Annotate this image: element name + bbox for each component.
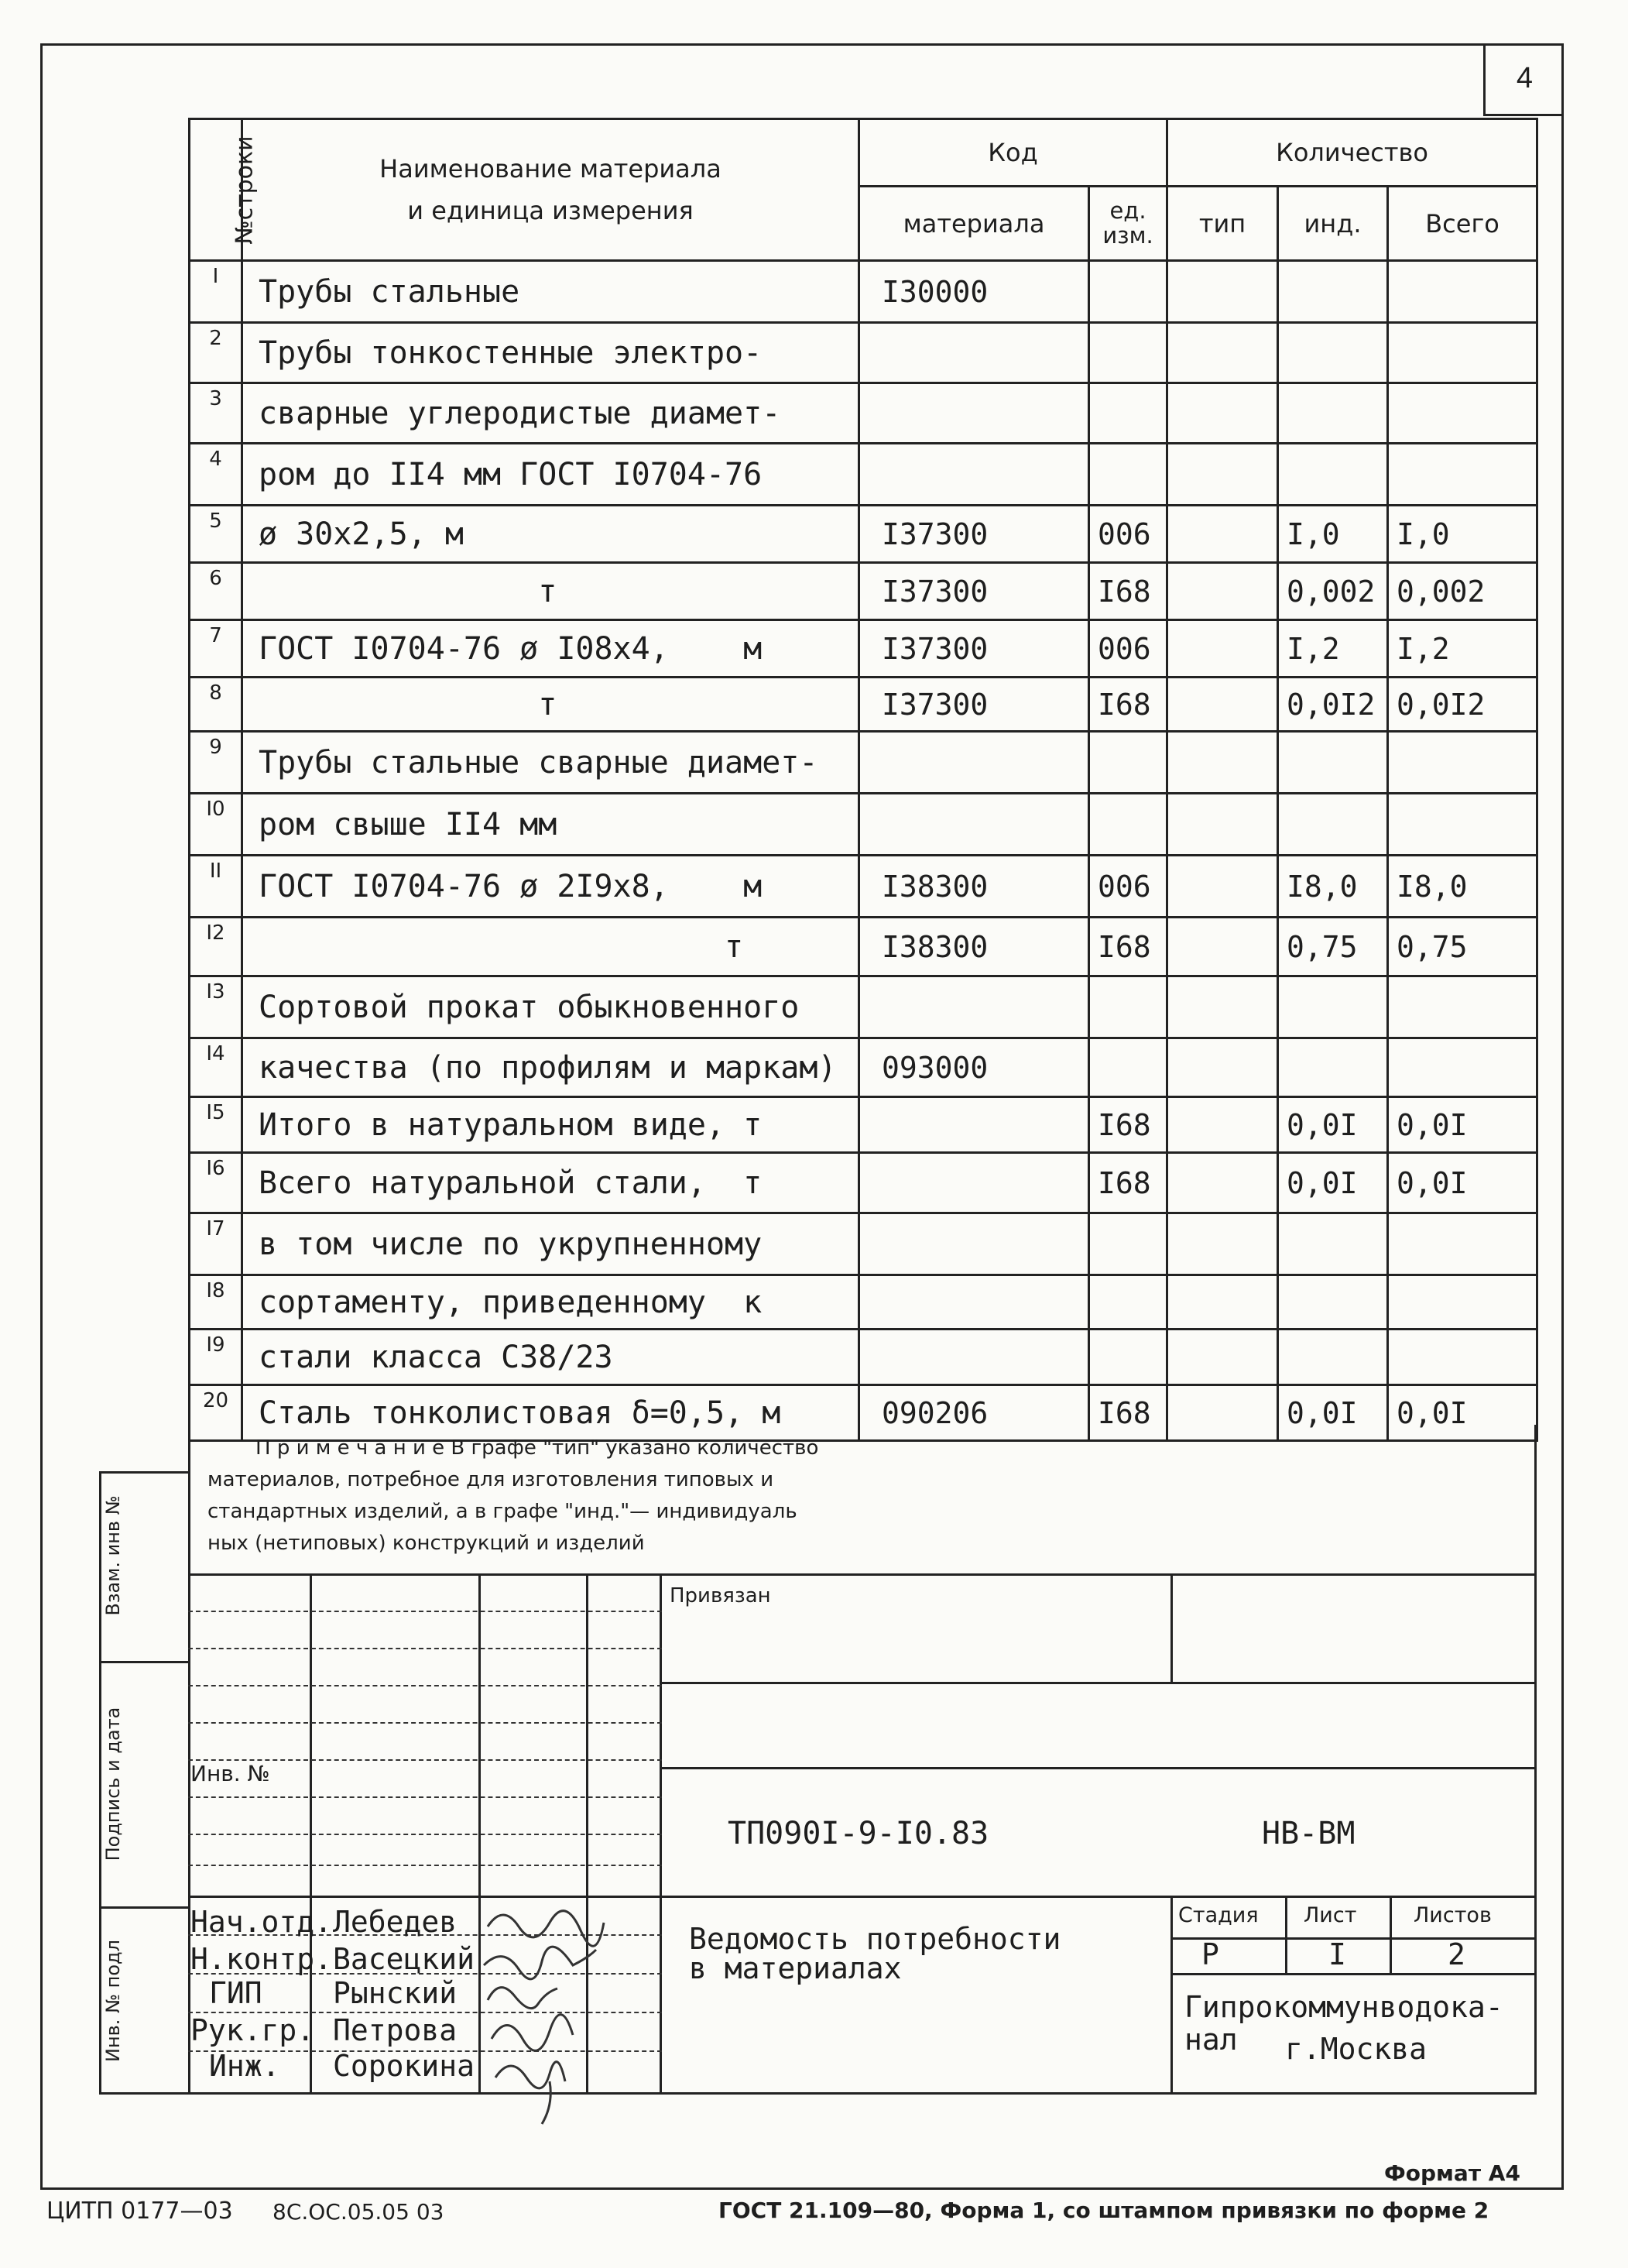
qty-type <box>1167 261 1278 323</box>
header-row-number: №строки <box>190 119 242 261</box>
row-number: 4 <box>190 444 242 506</box>
table-row <box>190 444 1537 506</box>
material-code <box>859 1097 1089 1153</box>
material-name: Сортовой прокат обыкновенного <box>242 976 859 1038</box>
material-name: Сталь тонколистовая δ=0,5, м <box>242 1385 859 1441</box>
material-name: стали класса С38/23 <box>242 1330 859 1385</box>
row-number: 9 <box>190 732 242 794</box>
stamp-privyazan: Привязан <box>670 1584 771 1608</box>
row-number: I9 <box>190 1330 242 1385</box>
role-name: Сорокина <box>333 2049 475 2083</box>
stamp-sheets: 2 <box>1448 1937 1465 1971</box>
role-label: ГИП <box>209 1976 262 2010</box>
qty-type <box>1167 678 1278 732</box>
material-code: 090206 <box>859 1385 1089 1441</box>
material-code: I38300 <box>859 856 1089 918</box>
header-code-unit: ед. изм. <box>1089 187 1167 261</box>
qty-total <box>1388 444 1537 506</box>
material-name: т <box>242 678 859 732</box>
material-name: ГОСТ I0704-76 ø 2I9x8, м <box>242 856 859 918</box>
stamp-sheets-label: Листов <box>1414 1903 1492 1927</box>
table-row <box>190 1275 1537 1330</box>
qty-ind <box>1278 261 1388 323</box>
qty-type <box>1167 976 1278 1038</box>
stamp-title-line2: в материалах <box>689 1951 902 1985</box>
side-label-vzam: Взам. инв № <box>102 1495 124 1616</box>
row-number: I6 <box>190 1153 242 1213</box>
sheet-number: 4 <box>1483 43 1564 116</box>
table-row <box>190 506 1537 563</box>
material-name: Трубы стальные сварные диамет- <box>242 732 859 794</box>
table-row <box>190 323 1537 383</box>
material-name: в том числе по укрупненному <box>242 1213 859 1275</box>
unit-code <box>1089 1330 1167 1385</box>
material-code <box>859 444 1089 506</box>
row-number: I8 <box>190 1275 242 1330</box>
material-name: т <box>242 918 859 976</box>
qty-type <box>1167 794 1278 856</box>
unit-code <box>1089 323 1167 383</box>
header-qty-total: Всего <box>1388 187 1537 261</box>
table-row <box>190 794 1537 856</box>
qty-type <box>1167 732 1278 794</box>
unit-code: I68 <box>1089 918 1167 976</box>
qty-type <box>1167 506 1278 563</box>
qty-ind <box>1278 1275 1388 1330</box>
header-quantity: Количество <box>1167 119 1537 187</box>
qty-ind: 0,75 <box>1278 918 1388 976</box>
qty-ind <box>1278 1038 1388 1097</box>
unit-code <box>1089 976 1167 1038</box>
qty-ind: 0,0I2 <box>1278 678 1388 732</box>
material-name: ø 30x2,5, м <box>242 506 859 563</box>
material-name: ром до II4 мм ГОСТ I0704-76 <box>242 444 859 506</box>
material-code: 093000 <box>859 1038 1089 1097</box>
qty-type <box>1167 323 1278 383</box>
qty-type <box>1167 856 1278 918</box>
material-name: ром свыше II4 мм <box>242 794 859 856</box>
unit-code: 006 <box>1089 856 1167 918</box>
material-name: Всего натуральной стали, т <box>242 1153 859 1213</box>
unit-code <box>1089 732 1167 794</box>
stamp-stage-label: Стадия <box>1178 1903 1259 1927</box>
material-code <box>859 1330 1089 1385</box>
material-code: I37300 <box>859 506 1089 563</box>
qty-type <box>1167 1330 1278 1385</box>
footer-left-code: ЦИТП 0177—03 <box>46 2198 233 2225</box>
stamp-sheet-label: Лист <box>1304 1903 1357 1927</box>
qty-total <box>1388 383 1537 444</box>
qty-ind <box>1278 1330 1388 1385</box>
material-code: I37300 <box>859 563 1089 620</box>
qty-type <box>1167 444 1278 506</box>
qty-total: 0,0I <box>1388 1097 1537 1153</box>
role-name: Рынский <box>333 1976 458 2010</box>
unit-code: I68 <box>1089 563 1167 620</box>
qty-type <box>1167 1097 1278 1153</box>
unit-code <box>1089 383 1167 444</box>
qty-total <box>1388 323 1537 383</box>
unit-code: I68 <box>1089 1385 1167 1441</box>
qty-type <box>1167 620 1278 678</box>
qty-type <box>1167 1213 1278 1275</box>
unit-code <box>1089 1038 1167 1097</box>
unit-code: 006 <box>1089 506 1167 563</box>
table-row <box>190 918 1537 976</box>
footer-left-ref: 8С.ОС.05.05 03 <box>272 2199 444 2225</box>
material-code <box>859 794 1089 856</box>
row-number: I <box>190 261 242 323</box>
role-label: Инж. <box>209 2049 280 2083</box>
qty-total: I8,0 <box>1388 856 1537 918</box>
qty-total: 0,002 <box>1388 563 1537 620</box>
qty-total <box>1388 794 1537 856</box>
material-code <box>859 1153 1089 1213</box>
row-number: 3 <box>190 383 242 444</box>
material-code <box>859 976 1089 1038</box>
qty-total <box>1388 976 1537 1038</box>
qty-ind <box>1278 976 1388 1038</box>
qty-total <box>1388 1275 1537 1330</box>
unit-code <box>1089 1275 1167 1330</box>
unit-code <box>1089 444 1167 506</box>
qty-ind <box>1278 794 1388 856</box>
header-code: Код <box>859 119 1167 187</box>
unit-code <box>1089 261 1167 323</box>
material-name: качества (по профилям и маркам) <box>242 1038 859 1097</box>
material-code <box>859 383 1089 444</box>
qty-total: 0,0I <box>1388 1385 1537 1441</box>
table-row <box>190 976 1537 1038</box>
qty-type <box>1167 563 1278 620</box>
unit-code: 006 <box>1089 620 1167 678</box>
role-name: Лебедев <box>333 1905 458 1939</box>
stamp-sheet: I <box>1328 1937 1346 1971</box>
role-name: Петрова <box>333 2013 458 2047</box>
material-name: ГОСТ I0704-76 ø I08x4, м <box>242 620 859 678</box>
table-row <box>190 1330 1537 1385</box>
note-text: П р и м е ч а н и е В графе "тип" указано количество материалов, потребное для изготовления типовых и стандартных изделий, а в графе "инд."— индивидуаль ных (нетиповых) конструкций и изделий <box>207 1436 819 1555</box>
unit-code <box>1089 1213 1167 1275</box>
qty-ind <box>1278 444 1388 506</box>
row-number: 6 <box>190 563 242 620</box>
qty-total: 0,0I2 <box>1388 678 1537 732</box>
table-row <box>190 1038 1537 1097</box>
qty-total: I,0 <box>1388 506 1537 563</box>
qty-total: 0,75 <box>1388 918 1537 976</box>
row-number: II <box>190 856 242 918</box>
qty-ind: 0,0I <box>1278 1385 1388 1441</box>
row-number: I2 <box>190 918 242 976</box>
material-name: Итого в натуральном виде, т <box>242 1097 859 1153</box>
table-row <box>190 1097 1537 1153</box>
material-code <box>859 1275 1089 1330</box>
qty-total: I,2 <box>1388 620 1537 678</box>
header-material-name: Наименование материала и единица измерения <box>242 119 859 261</box>
material-name: Трубы стальные <box>242 261 859 323</box>
row-number: 5 <box>190 506 242 563</box>
qty-ind: 0,002 <box>1278 563 1388 620</box>
stamp-stage: Р <box>1201 1937 1219 1971</box>
qty-type <box>1167 383 1278 444</box>
row-number: 20 <box>190 1385 242 1441</box>
material-code <box>859 732 1089 794</box>
role-name: Васецкий <box>333 1942 475 1976</box>
side-label-inv: Инв. № подл <box>102 1940 124 2062</box>
material-code <box>859 323 1089 383</box>
table-row <box>190 563 1537 620</box>
footer-gost: ГОСТ 21.109—80, Форма 1, со штампом привязки по форме 2 <box>718 2198 1489 2223</box>
qty-total <box>1388 1213 1537 1275</box>
table-row <box>190 1153 1537 1213</box>
material-code: I38300 <box>859 918 1089 976</box>
unit-code: I68 <box>1089 1097 1167 1153</box>
row-number: I0 <box>190 794 242 856</box>
row-number: I5 <box>190 1097 242 1153</box>
table-row <box>190 1213 1537 1275</box>
stamp-inv-no: Инв. № <box>190 1761 270 1786</box>
signatures-icon <box>472 1896 627 2112</box>
qty-ind: I,0 <box>1278 506 1388 563</box>
unit-code: I68 <box>1089 1153 1167 1213</box>
materials-table <box>188 118 1538 1442</box>
side-label-signature: Подпись и дата <box>102 1707 124 1861</box>
role-label: Нач.отд. <box>190 1905 333 1939</box>
qty-total <box>1388 261 1537 323</box>
material-code <box>859 1213 1089 1275</box>
qty-type <box>1167 1275 1278 1330</box>
qty-total: 0,0I <box>1388 1153 1537 1213</box>
row-number: 2 <box>190 323 242 383</box>
stamp-mark: НВ-ВМ <box>1262 1816 1356 1851</box>
qty-total <box>1388 732 1537 794</box>
row-number: 8 <box>190 678 242 732</box>
qty-type <box>1167 1153 1278 1213</box>
header-code-material: материала <box>859 187 1089 261</box>
qty-total <box>1388 1038 1537 1097</box>
stamp-org-line1: Гипрокоммунводока- <box>1184 1990 1503 2024</box>
header-qty-type: тип <box>1167 187 1278 261</box>
material-code: I37300 <box>859 620 1089 678</box>
material-code: I37300 <box>859 678 1089 732</box>
footer-format: Формат А4 <box>1384 2160 1520 2186</box>
table-row <box>190 732 1537 794</box>
role-label: Рук.гр. <box>190 2013 315 2047</box>
material-code: I30000 <box>859 261 1089 323</box>
row-number: I7 <box>190 1213 242 1275</box>
table-row <box>190 856 1537 918</box>
role-label: Н.контр. <box>190 1942 333 1976</box>
header-qty-ind: инд. <box>1278 187 1388 261</box>
stamp-doc-code: ТП090I-9-I0.83 <box>728 1816 989 1851</box>
table-row <box>190 383 1537 444</box>
stamp-org-line2: нал <box>1184 2023 1238 2057</box>
qty-ind <box>1278 383 1388 444</box>
material-name: сортаменту, приведенному к <box>242 1275 859 1330</box>
qty-total <box>1388 1330 1537 1385</box>
qty-ind: I8,0 <box>1278 856 1388 918</box>
unit-code <box>1089 794 1167 856</box>
row-number: I4 <box>190 1038 242 1097</box>
unit-code: I68 <box>1089 678 1167 732</box>
table-row <box>190 261 1537 323</box>
row-number: 7 <box>190 620 242 678</box>
stamp-org-city: г.Москва <box>1285 2032 1427 2066</box>
qty-ind: 0,0I <box>1278 1097 1388 1153</box>
qty-type <box>1167 1038 1278 1097</box>
qty-ind: I,2 <box>1278 620 1388 678</box>
material-name: Трубы тонкостенные электро- <box>242 323 859 383</box>
qty-ind <box>1278 323 1388 383</box>
qty-ind <box>1278 1213 1388 1275</box>
row-number: I3 <box>190 976 242 1038</box>
table-row <box>190 620 1537 678</box>
table-header-row <box>190 119 1537 187</box>
material-name: сварные углеродистые диамет- <box>242 383 859 444</box>
stamp-title-line1: Ведомость потребности <box>689 1922 1061 1956</box>
qty-type <box>1167 918 1278 976</box>
qty-ind: 0,0I <box>1278 1153 1388 1213</box>
table-row <box>190 678 1537 732</box>
material-name: т <box>242 563 859 620</box>
qty-ind <box>1278 732 1388 794</box>
